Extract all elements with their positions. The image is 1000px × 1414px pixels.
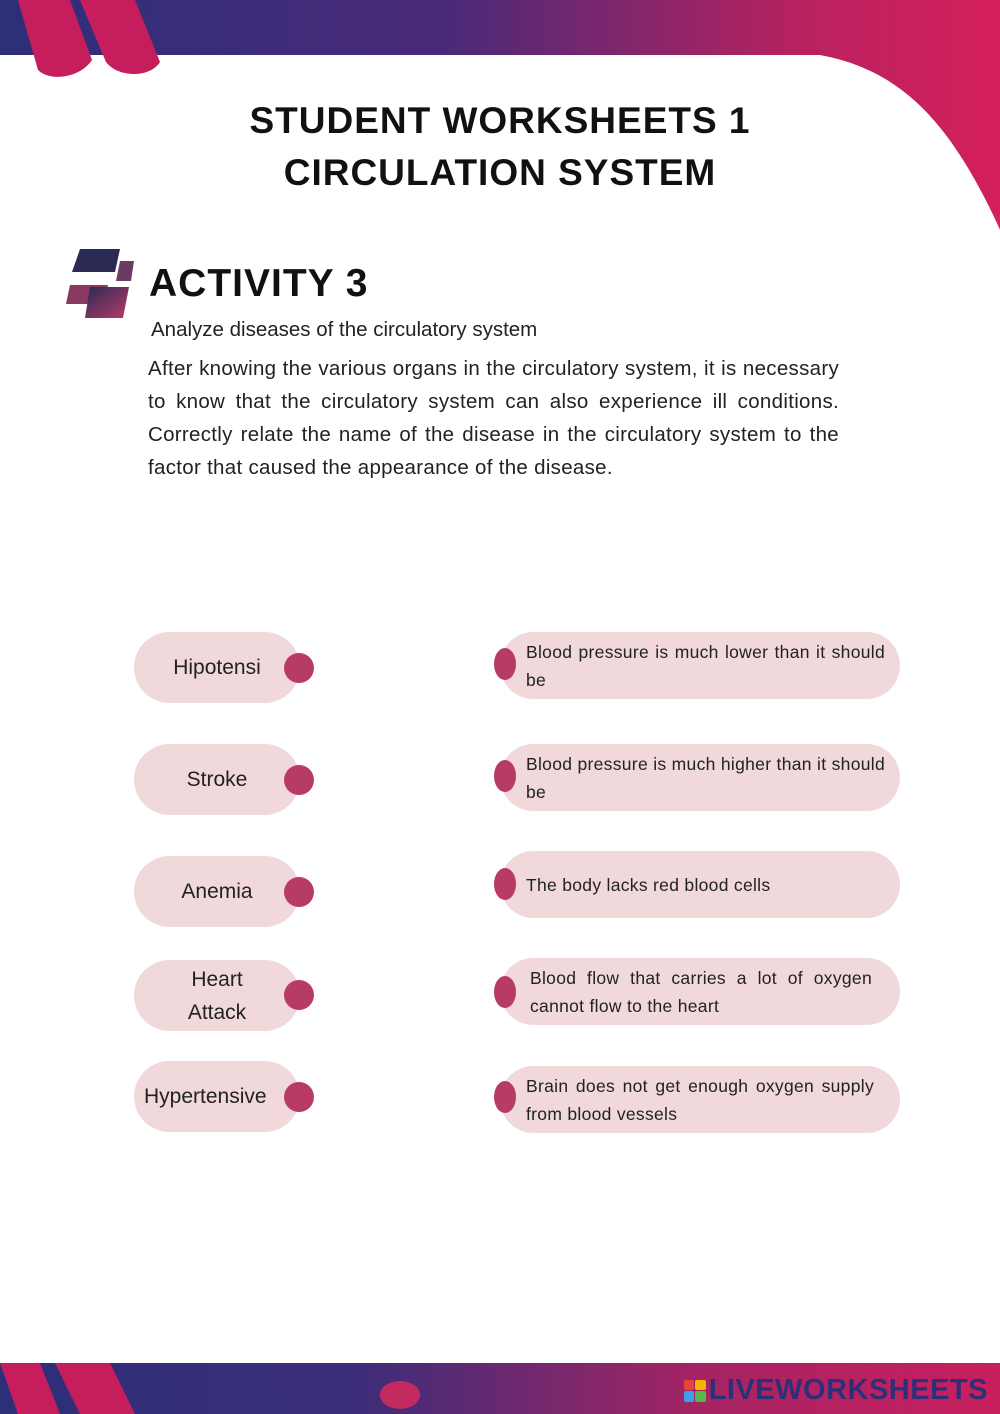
disease-item-stroke [134, 744, 300, 815]
cause-item-2 [500, 744, 900, 811]
disease-label: Heart Attack [187, 967, 247, 1024]
connector-dot-right-5[interactable] [494, 1081, 516, 1113]
cause-item-4 [500, 958, 900, 1025]
cause-text: Blood pressure is much higher than it should be [526, 753, 885, 802]
cause-text: Brain does not get enough oxygen supply from blood vessels [526, 1075, 874, 1124]
activity-subtitle: Analyze diseases of the circulatory system [151, 318, 538, 341]
bottom-center-oval [380, 1381, 420, 1409]
page-title-line-2: CIRCULATION SYSTEM [283, 152, 717, 193]
disease-item-hipotensi [134, 632, 300, 703]
cause-item-1 [500, 632, 900, 699]
disease-label: Stroke [186, 768, 248, 791]
top-white-curve [0, 55, 1000, 1414]
brand-logo[interactable] [684, 1374, 988, 1407]
cause-text: Blood flow that carries a lot of oxygen cannot flow to the heart [530, 967, 872, 1016]
disease-item-anemia [134, 856, 300, 927]
activity-title: ACTIVITY 3 [149, 262, 369, 305]
disease-label: Hipotensi [173, 656, 261, 679]
brand-name: LIVEWORKSHEETS [708, 1374, 988, 1406]
cause-text: Blood pressure is much lower than it should be [526, 641, 885, 690]
cause-text: The body lacks red blood cells [526, 874, 771, 895]
connector-dot-right-4[interactable] [494, 976, 516, 1008]
page-title-line-1: STUDENT WORKSHEETS 1 [249, 100, 751, 141]
cause-item-3 [500, 851, 900, 918]
connector-dot-left-3[interactable] [284, 877, 314, 907]
connector-dot-right-2[interactable] [494, 760, 516, 792]
connector-dot-left-5[interactable] [284, 1082, 314, 1112]
connector-dot-left-4[interactable] [284, 980, 314, 1010]
disease-label: Hypertensive [144, 1085, 267, 1108]
instructions-paragraph: After knowing the various organs in the circulatory system, it is necessary to know that the circulatory system can also experience ill conditions. Correctly relate the name of the disease in the circulatory system to the factor that caused the appearance of the disease. [148, 357, 839, 479]
cause-item-5 [500, 1066, 900, 1133]
connector-dot-left-1[interactable] [284, 653, 314, 683]
disease-item-heart-attack [134, 960, 300, 1031]
connector-dot-left-2[interactable] [284, 765, 314, 795]
connector-dot-right-1[interactable] [494, 648, 516, 680]
disease-item-hypertensive [134, 1061, 300, 1132]
liveworksheets-logo-icon [684, 1380, 706, 1402]
disease-label: Anemia [181, 880, 253, 903]
connector-dot-right-3[interactable] [494, 868, 516, 900]
